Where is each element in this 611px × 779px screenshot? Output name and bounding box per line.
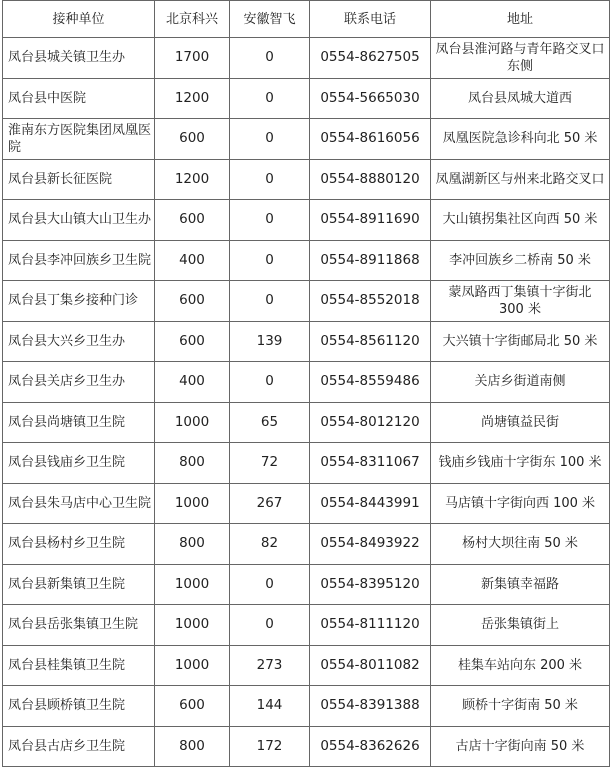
sinovac-count-cell: 600 [155,321,230,362]
phone-cell: 0554-5665030 [310,78,431,119]
vaccination-sites-table [2,0,610,767]
site-name-cell: 凤台县关店乡卫生办 [3,362,155,403]
table-row [3,483,610,524]
phone-cell: 0554-8880120 [310,159,431,200]
address-cell: 岳张集镇街上 [431,605,610,646]
phone-cell: 0554-8395120 [310,564,431,605]
table-row [3,78,610,119]
phone-cell: 0554-8391388 [310,686,431,727]
phone-cell: 0554-8552018 [310,281,431,322]
zhifei-count-cell: 0 [230,38,310,79]
site-name-cell: 凤台县朱马店中心卫生院 [3,483,155,524]
address-cell: 大兴镇十字街邮局北 50 米 [431,321,610,362]
phone-cell: 0554-8616056 [310,119,431,160]
address-cell: 凤台县凤城大道西 [431,78,610,119]
zhifei-count-cell: 0 [230,78,310,119]
address-cell: 马店镇十字街向西 100 米 [431,483,610,524]
phone-cell: 0554-8493922 [310,524,431,565]
site-name-cell: 凤台县古店乡卫生院 [3,726,155,767]
site-name-cell: 凤台县岳张集镇卫生院 [3,605,155,646]
site-name-cell: 凤台县钱庙乡卫生院 [3,443,155,484]
site-name-cell: 凤台县新集镇卫生院 [3,564,155,605]
table-row [3,119,610,160]
phone-cell: 0554-8561120 [310,321,431,362]
phone-cell: 0554-8443991 [310,483,431,524]
address-cell: 凤凰湖新区与州来北路交叉口 [431,159,610,200]
address-cell: 顾桥十字街南 50 米 [431,686,610,727]
site-name-cell: 凤台县尚塘镇卫生院 [3,402,155,443]
sinovac-count-cell: 1000 [155,483,230,524]
sinovac-count-cell: 800 [155,524,230,565]
table-row [3,281,610,322]
address-cell: 凤台县淮河路与青年路交叉口东侧 [431,38,610,79]
zhifei-count-cell: 0 [230,240,310,281]
table-row [3,605,610,646]
zhifei-count-cell: 0 [230,119,310,160]
address-cell: 钱庙乡钱庙十字街东 100 米 [431,443,610,484]
table-row [3,726,610,767]
zhifei-count-cell: 172 [230,726,310,767]
phone-cell: 0554-8627505 [310,38,431,79]
table-row [3,362,610,403]
sinovac-count-cell: 1000 [155,605,230,646]
sinovac-count-cell: 600 [155,686,230,727]
phone-cell: 0554-8362626 [310,726,431,767]
table-row [3,564,610,605]
site-name-cell: 凤台县杨村乡卫生院 [3,524,155,565]
address-cell: 桂集车站向东 200 米 [431,645,610,686]
table-row [3,524,610,565]
zhifei-count-cell: 0 [230,362,310,403]
site-name-cell: 凤台县新长征医院 [3,159,155,200]
site-name-cell: 凤台县中医院 [3,78,155,119]
address-cell: 凤凰医院急诊科向北 50 米 [431,119,610,160]
site-name-cell: 凤台县顾桥镇卫生院 [3,686,155,727]
sinovac-count-cell: 600 [155,200,230,241]
site-name-cell: 淮南东方医院集团凤凰医院 [3,119,155,160]
sinovac-count-cell: 1200 [155,159,230,200]
address-cell: 尚塘镇益民街 [431,402,610,443]
sinovac-count-cell: 400 [155,362,230,403]
zhifei-count-cell: 0 [230,281,310,322]
phone-cell: 0554-8911868 [310,240,431,281]
site-name-cell: 凤台县大山镇大山卫生办 [3,200,155,241]
sinovac-count-cell: 1700 [155,38,230,79]
header-address: 地址 [431,1,610,38]
phone-cell: 0554-8012120 [310,402,431,443]
phone-cell: 0554-8559486 [310,362,431,403]
header-zhifei: 安徽智飞 [230,1,310,38]
zhifei-count-cell: 273 [230,645,310,686]
table-row [3,443,610,484]
sinovac-count-cell: 1000 [155,645,230,686]
address-cell: 大山镇拐集社区向西 50 米 [431,200,610,241]
table-row [3,240,610,281]
zhifei-count-cell: 0 [230,200,310,241]
table-row [3,645,610,686]
sinovac-count-cell: 600 [155,281,230,322]
site-name-cell: 凤台县大兴乡卫生办 [3,321,155,362]
address-cell: 杨村大坝往南 50 米 [431,524,610,565]
table-row [3,200,610,241]
phone-cell: 0554-8111120 [310,605,431,646]
phone-cell: 0554-8911690 [310,200,431,241]
zhifei-count-cell: 82 [230,524,310,565]
zhifei-count-cell: 144 [230,686,310,727]
table-row [3,38,610,79]
zhifei-count-cell: 0 [230,564,310,605]
table-row [3,402,610,443]
site-name-cell: 凤台县桂集镇卫生院 [3,645,155,686]
sinovac-count-cell: 1200 [155,78,230,119]
address-cell: 古店十字街向南 50 米 [431,726,610,767]
sinovac-count-cell: 800 [155,443,230,484]
table-row [3,686,610,727]
table-row [3,159,610,200]
zhifei-count-cell: 0 [230,605,310,646]
address-cell: 新集镇幸福路 [431,564,610,605]
zhifei-count-cell: 139 [230,321,310,362]
site-name-cell: 凤台县丁集乡接种门诊 [3,281,155,322]
table-body [3,38,610,767]
address-cell: 关店乡街道南侧 [431,362,610,403]
phone-cell: 0554-8011082 [310,645,431,686]
phone-cell: 0554-8311067 [310,443,431,484]
zhifei-count-cell: 72 [230,443,310,484]
sinovac-count-cell: 1000 [155,564,230,605]
site-name-cell: 凤台县李冲回族乡卫生院 [3,240,155,281]
sinovac-count-cell: 800 [155,726,230,767]
sinovac-count-cell: 400 [155,240,230,281]
zhifei-count-cell: 65 [230,402,310,443]
table-header-row [3,1,610,38]
sinovac-count-cell: 600 [155,119,230,160]
header-sinovac: 北京科兴 [155,1,230,38]
site-name-cell: 凤台县城关镇卫生办 [3,38,155,79]
zhifei-count-cell: 0 [230,159,310,200]
address-cell: 李冲回族乡二桥南 50 米 [431,240,610,281]
zhifei-count-cell: 267 [230,483,310,524]
sinovac-count-cell: 1000 [155,402,230,443]
table-row [3,321,610,362]
header-site: 接种单位 [3,1,155,38]
header-phone: 联系电话 [310,1,431,38]
address-cell: 蒙凤路西丁集镇十字街北 300 米 [431,281,610,322]
